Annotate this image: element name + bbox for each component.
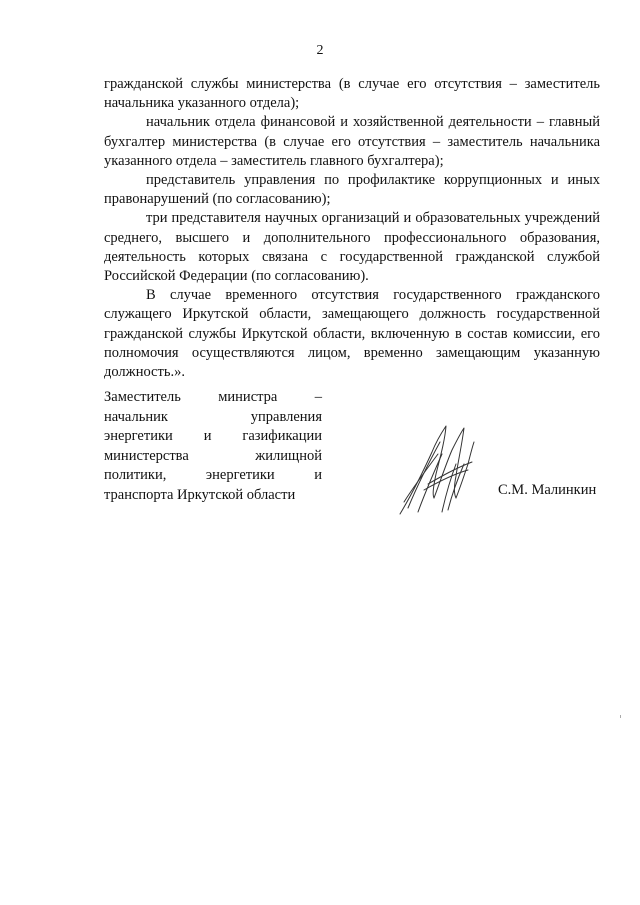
signatory-title-line: Заместитель министра –	[104, 389, 322, 405]
paragraph-corruption-rep: представитель управления по профилактике коррупционных и иных правонарушений (по согласованию);	[104, 172, 600, 208]
signatory-title	[104, 388, 322, 506]
signer-name: С.М. Малинкин	[498, 482, 597, 498]
signatory-title-line: политики, энергетики и	[104, 467, 322, 484]
paragraph-science-reps: три представителя научных организаций и образовательных учреждений среднего, высшего и дополнительного профессионального образования, деятельность которых связана с государственной гражданской службой Российской Федерации (по согласованию).	[104, 210, 600, 285]
signatory-title-line: транспорта Иркутской области	[104, 486, 296, 503]
signatory-title-line: министерства жилищной	[104, 447, 322, 464]
document-body	[104, 75, 600, 382]
handwritten-signature	[398, 424, 476, 516]
paragraph-temporary-absence: В случае временного отсутствия государственного гражданского служащего Иркутской области, замещающего должность государственной гражданской службы Иркутской области, включенную в состав комиссии, его полномочия осуществляются лицом, временно замещающим указанную должность.».	[104, 287, 600, 381]
paragraph-finance-head: начальник отдела финансовой и хозяйственной деятельности – главный бухгалтер министерства (в случае его отсутствия – заместитель начальника указанного отдела – заместитель главного бухгалтера);	[104, 114, 600, 169]
page-number: 2	[316, 43, 324, 58]
scan-speck	[620, 715, 621, 718]
signatory-title-line: начальник управления	[104, 408, 322, 425]
paragraph-continuation: гражданской службы министерства (в случае его отсутствия – заместитель начальника указанного отдела);	[104, 76, 600, 112]
signatory-title-line: энергетики и газификации	[104, 428, 322, 445]
